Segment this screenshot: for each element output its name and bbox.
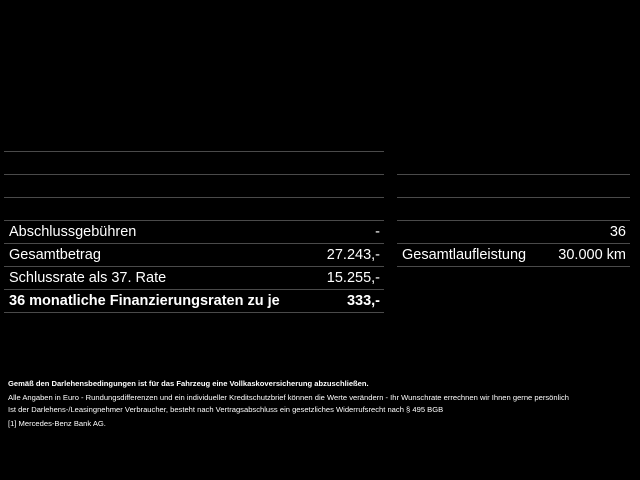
table-row (4, 197, 384, 220)
table-row (4, 151, 384, 174)
table-row-closing-fees (4, 220, 384, 243)
term-value: 36 (609, 224, 626, 240)
monthly-rate-value: 333,- (346, 293, 380, 309)
table-row-total-mileage (397, 243, 630, 267)
table-spacer (397, 151, 630, 174)
total-amount-label: Gesamtbetrag (9, 247, 101, 263)
financing-table (4, 151, 384, 313)
table-row-final-rate (4, 266, 384, 289)
total-mileage-value: 30.000 km (558, 247, 626, 263)
footnotes (8, 378, 632, 430)
table-row-monthly-rate (4, 289, 384, 313)
closing-fees-value: - (375, 224, 380, 240)
monthly-rate-label: 36 monatliche Finanzierungsraten zu je (9, 293, 280, 309)
total-mileage-label: Gesamtlaufleistung (402, 247, 527, 263)
table-row-total-amount (4, 243, 384, 266)
withdrawal-note: Ist der Darlehens-/Leasingnehmer Verbraucher, besteht nach Vertragsabschluss ein gesetzliches Widerrufsrecht nach § 495 BGB (8, 405, 444, 414)
table-row (397, 174, 630, 197)
disclaimer-text: Alle Angaben in Euro - Rundungsdifferenzen und ein individueller Kreditschutzbrief können die Werte verändern - Ihr Wunschrate errechnen wir Ihnen gerne persönlich (8, 393, 570, 402)
final-rate-label: Schlussrate als 37. Rate (9, 270, 167, 286)
table-row (397, 197, 630, 220)
total-amount-value: 27.243,- (326, 247, 380, 263)
source-note: [1] Mercedes-Benz Bank AG. (8, 419, 106, 428)
table-row-term (397, 220, 630, 243)
closing-fees-label: Abschlussgebühren (9, 224, 137, 240)
insurance-note: Gemäß den Darlehensbedingungen ist für das Fahrzeug eine Vollkaskoversicherung abzuschließen. (8, 379, 369, 388)
final-rate-value: 15.255,- (326, 270, 380, 286)
table-row (4, 174, 384, 197)
term-table (397, 151, 630, 267)
